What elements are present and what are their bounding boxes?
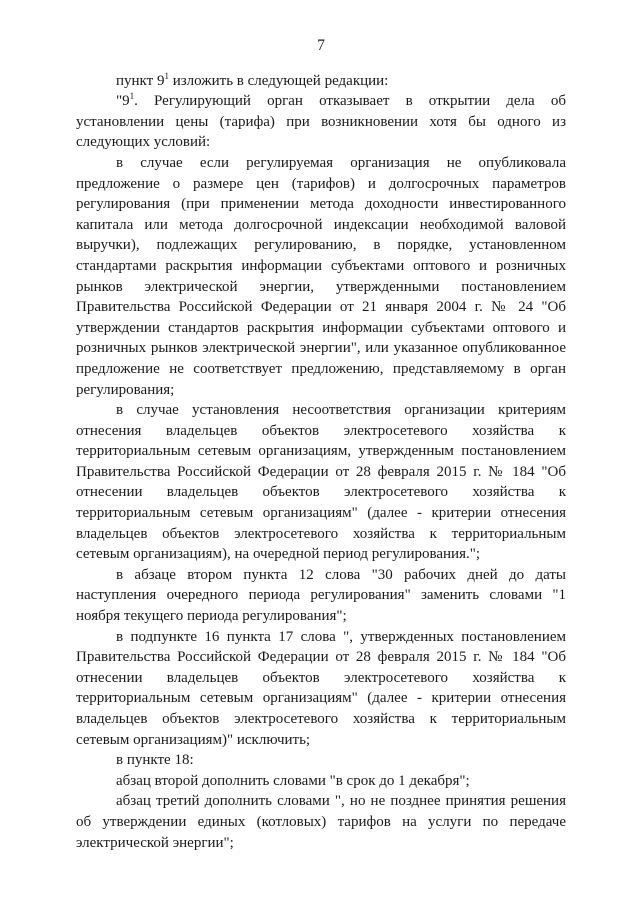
paragraph-item-18-third-clause: абзац третий дополнить словами ", но не позднее принятия решения об утверждении единых (котловых) тарифов на услуги по передаче электрической энергии";	[76, 793, 566, 851]
paragraph-condition-criteria-mismatch: в случае установления несоответствия организации критериям отнесения владельцев объектов электросетевого хозяйства к территориальным сетевым организациям, утвержденным постановлением Правительства Российской Федерации от 28 февраля 2015 г. № 184 "Об отнесении владельцев объектов электросетевого хозяйства к территориальным сетевым организациям" (далее - критерии отнесения владельцев объектов электросетевого хозяйства к территориальным сетевым организациям), на очередной период регулирования.";	[76, 402, 566, 563]
paragraph-condition-not-published: в случае если регулируемая организация не опубликовала предложение о размере цен (тарифов) и долгосрочных параметров регулирования (при применении метода доходности инвестированного капитала или метода долгосрочной индексации необходимой валовой выручки), подлежащих регулированию, в порядке, установленном стандартами раскрытия информации субъектами оптового и розничных рынков электрической энергии, утвержденными постановлением Правительства Российской Федерации от 21 января 2004 г. № 24 "Об утверждении стандартов раскрытия информации субъектами оптового и розничных рынков электрической энергии", или указанное опубликованное предложение не соответствует предложению, представляемому в орган регулирования;	[76, 154, 566, 398]
paragraph-item-18-second-clause: абзац второй дополнить словами "в срок до 1 декабря";	[116, 772, 470, 789]
paragraph-item-17-amendment: в подпункте 16 пункта 17 слова ", утвержденных постановлением Правительства Российской Федерации от 28 февраля 2015 г. № 184 "Об отнесении владельцев объектов электросетевого хозяйства к территориальным сетевым организациям" (далее - критерии отнесения владельцев объектов электросетевого хозяйства к территориальным сетевым организациям)" исключить;	[76, 628, 566, 748]
paragraph-item-18-heading: в пункте 18:	[116, 752, 194, 769]
document-page	[76, 36, 566, 853]
paragraph-item-9-1-text: "$9^1$. Регулирующий орган отказывает в открытии дела об установлении цены (тарифа) при возникновении хотя бы одного из следующих условий:	[76, 91, 566, 151]
paragraph-item-12-amendment: в абзаце втором пункта 12 слова "30 рабочих дней до даты наступления очередного периода регулирования" заменить словами "1 ноября текущего периода регулирования";	[76, 566, 566, 625]
page-number: 7	[317, 37, 325, 54]
paragraph-item-9-1-intro: пункт $9^1$ изложить в следующей редакции:	[116, 70, 389, 89]
